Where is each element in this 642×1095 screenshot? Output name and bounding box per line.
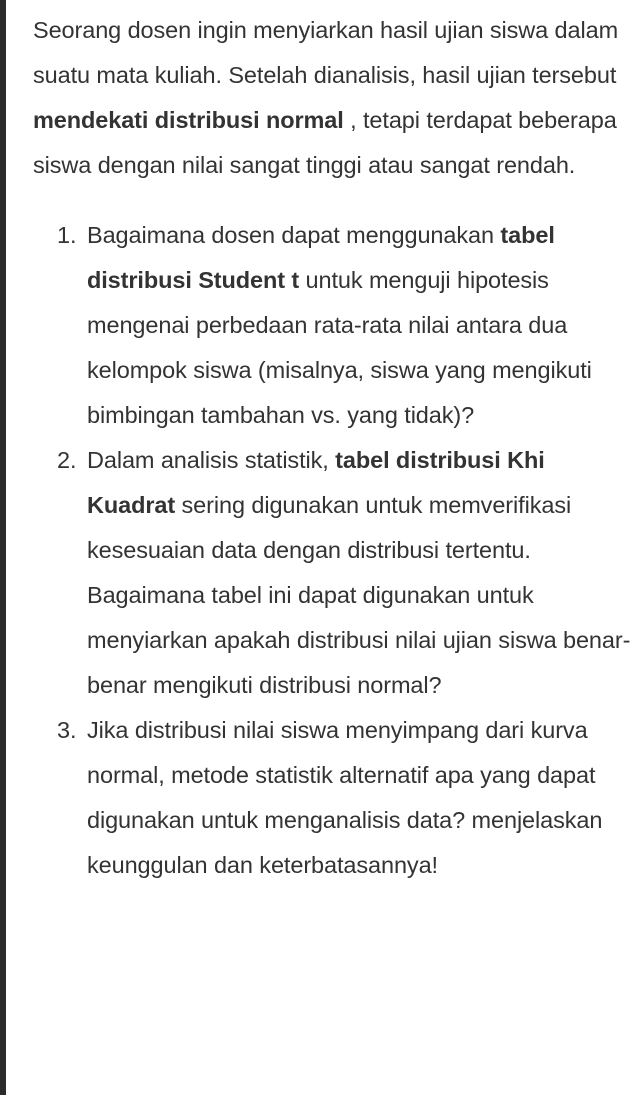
intro-text-part1: Seorang dosen ingin menyiarkan hasil ujian siswa dalam suatu mata kuliah. Setelah dianalisis, hasil ujian tersebut [33,17,619,88]
question-text-before: Dalam analisis statistik, [87,447,336,473]
question-number: 1. [57,222,77,248]
question-item-2 [33,438,639,708]
question-bold-phrase: tabel distribusi Khi Kuadrat [87,447,545,518]
question-item-3 [33,708,639,888]
intro-bold-phrase: mendekati distribusi normal [33,107,344,133]
question-number: 3. [57,717,77,743]
question-bold-phrase: tabel distribusi Student t [87,222,555,293]
question-list [33,213,639,888]
question-number: 2. [57,447,77,473]
intro-text-part2: , tetapi terdapat beberapa siswa dengan nilai sangat tinggi atau sangat rendah. [33,107,617,178]
question-text-before: Jika distribusi nilai siswa menyimpang dari kurva normal, metode statistik alternatif apa yang dapat digunakan untuk menganalisis data? menjelaskan keunggulan dan keterbatasannya! [87,717,603,878]
left-border-rule [0,0,6,1095]
question-text-after: sering digunakan untuk memverifikasi kesesuaian data dengan distribusi tertentu. Bagaimana tabel ini dapat digunakan untuk menyiarkan apakah distribusi nilai ujian siswa benar-benar mengikuti distribusi normal? [87,492,631,698]
document-body [33,8,639,888]
question-text-before: Bagaimana dosen dapat menggunakan [87,222,501,248]
question-item-1 [33,213,639,438]
question-text-after: untuk menguji hipotesis mengenai perbedaan rata-rata nilai antara dua kelompok siswa (misalnya, siswa yang mengikuti bimbingan tambahan vs. yang tidak)? [87,267,592,428]
intro-paragraph [33,8,639,188]
